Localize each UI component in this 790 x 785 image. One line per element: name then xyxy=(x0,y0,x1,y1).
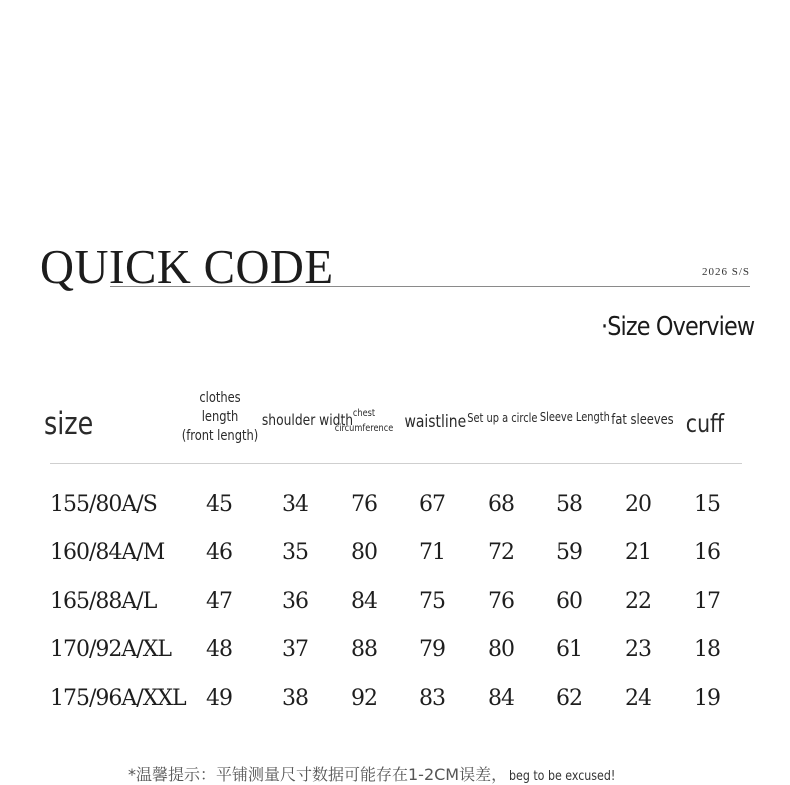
value-cell: 76 xyxy=(488,589,514,614)
measurement-note-english: beg to be excused! xyxy=(509,769,616,784)
column-header-clothes-length: clothes length (front length) xyxy=(181,390,259,444)
table-divider xyxy=(50,463,742,464)
size-cell: 175/96A/XXL xyxy=(50,686,186,711)
value-cell: 88 xyxy=(351,637,377,662)
value-cell: 60 xyxy=(556,589,582,614)
size-cell: 160/84A/M xyxy=(50,540,165,565)
column-header-sleeve-length: Sleeve Length xyxy=(539,410,610,424)
value-cell: 46 xyxy=(206,540,232,565)
size-cell: 155/80A/S xyxy=(50,492,157,517)
value-cell: 76 xyxy=(351,492,377,517)
column-header-chest-circumference: chest circumference xyxy=(334,408,394,434)
value-cell: 84 xyxy=(488,686,514,711)
value-cell: 22 xyxy=(625,589,651,614)
measurement-note xyxy=(128,762,634,785)
value-cell: 71 xyxy=(419,540,445,565)
value-cell: 20 xyxy=(625,492,651,517)
size-cell: 165/88A/L xyxy=(50,589,157,614)
value-cell: 34 xyxy=(282,492,308,517)
value-cell: 72 xyxy=(488,540,514,565)
value-cell: 92 xyxy=(351,686,377,711)
value-cell: 21 xyxy=(625,540,651,565)
value-cell: 37 xyxy=(282,637,308,662)
header-divider xyxy=(110,286,750,287)
value-cell: 18 xyxy=(694,637,720,662)
value-cell: 84 xyxy=(351,589,377,614)
value-cell: 23 xyxy=(625,637,651,662)
value-cell: 16 xyxy=(694,540,720,565)
value-cell: 48 xyxy=(206,637,232,662)
column-header-fat-sleeves: fat sleeves xyxy=(611,412,674,428)
column-header-cuff: cuff xyxy=(685,409,725,438)
value-cell: 67 xyxy=(419,492,445,517)
column-header-shoulder-width: shoulder width xyxy=(261,411,354,429)
section-title: ·Size Overview xyxy=(600,312,754,342)
value-cell: 47 xyxy=(206,589,232,614)
value-cell: 45 xyxy=(206,492,232,517)
size-cell: 170/92A/XL xyxy=(50,637,171,662)
value-cell: 15 xyxy=(694,492,720,517)
value-cell: 35 xyxy=(282,540,308,565)
value-cell: 58 xyxy=(556,492,582,517)
value-cell: 83 xyxy=(419,686,445,711)
value-cell: 80 xyxy=(488,637,514,662)
value-cell: 79 xyxy=(419,637,445,662)
value-cell: 17 xyxy=(694,589,720,614)
value-cell: 36 xyxy=(282,589,308,614)
column-header-waistline: waistline xyxy=(404,412,467,432)
season-tag: 2026 S/S xyxy=(701,266,750,278)
value-cell: 75 xyxy=(419,589,445,614)
column-header-size: size xyxy=(44,406,94,442)
value-cell: 61 xyxy=(556,637,582,662)
value-cell: 62 xyxy=(556,686,582,711)
value-cell: 80 xyxy=(351,540,377,565)
value-cell: 24 xyxy=(625,686,651,711)
value-cell: 68 xyxy=(488,492,514,517)
measurement-note-chinese: *温馨提示：平铺测量尺寸数据可能存在1-2CM误差， xyxy=(128,765,508,784)
value-cell: 49 xyxy=(206,686,232,711)
column-header-set-up-a-circle: Set up a circle xyxy=(467,411,538,425)
brand-title: QUICK CODE xyxy=(40,239,334,294)
value-cell: 38 xyxy=(282,686,308,711)
value-cell: 19 xyxy=(694,686,720,711)
value-cell: 59 xyxy=(556,540,582,565)
